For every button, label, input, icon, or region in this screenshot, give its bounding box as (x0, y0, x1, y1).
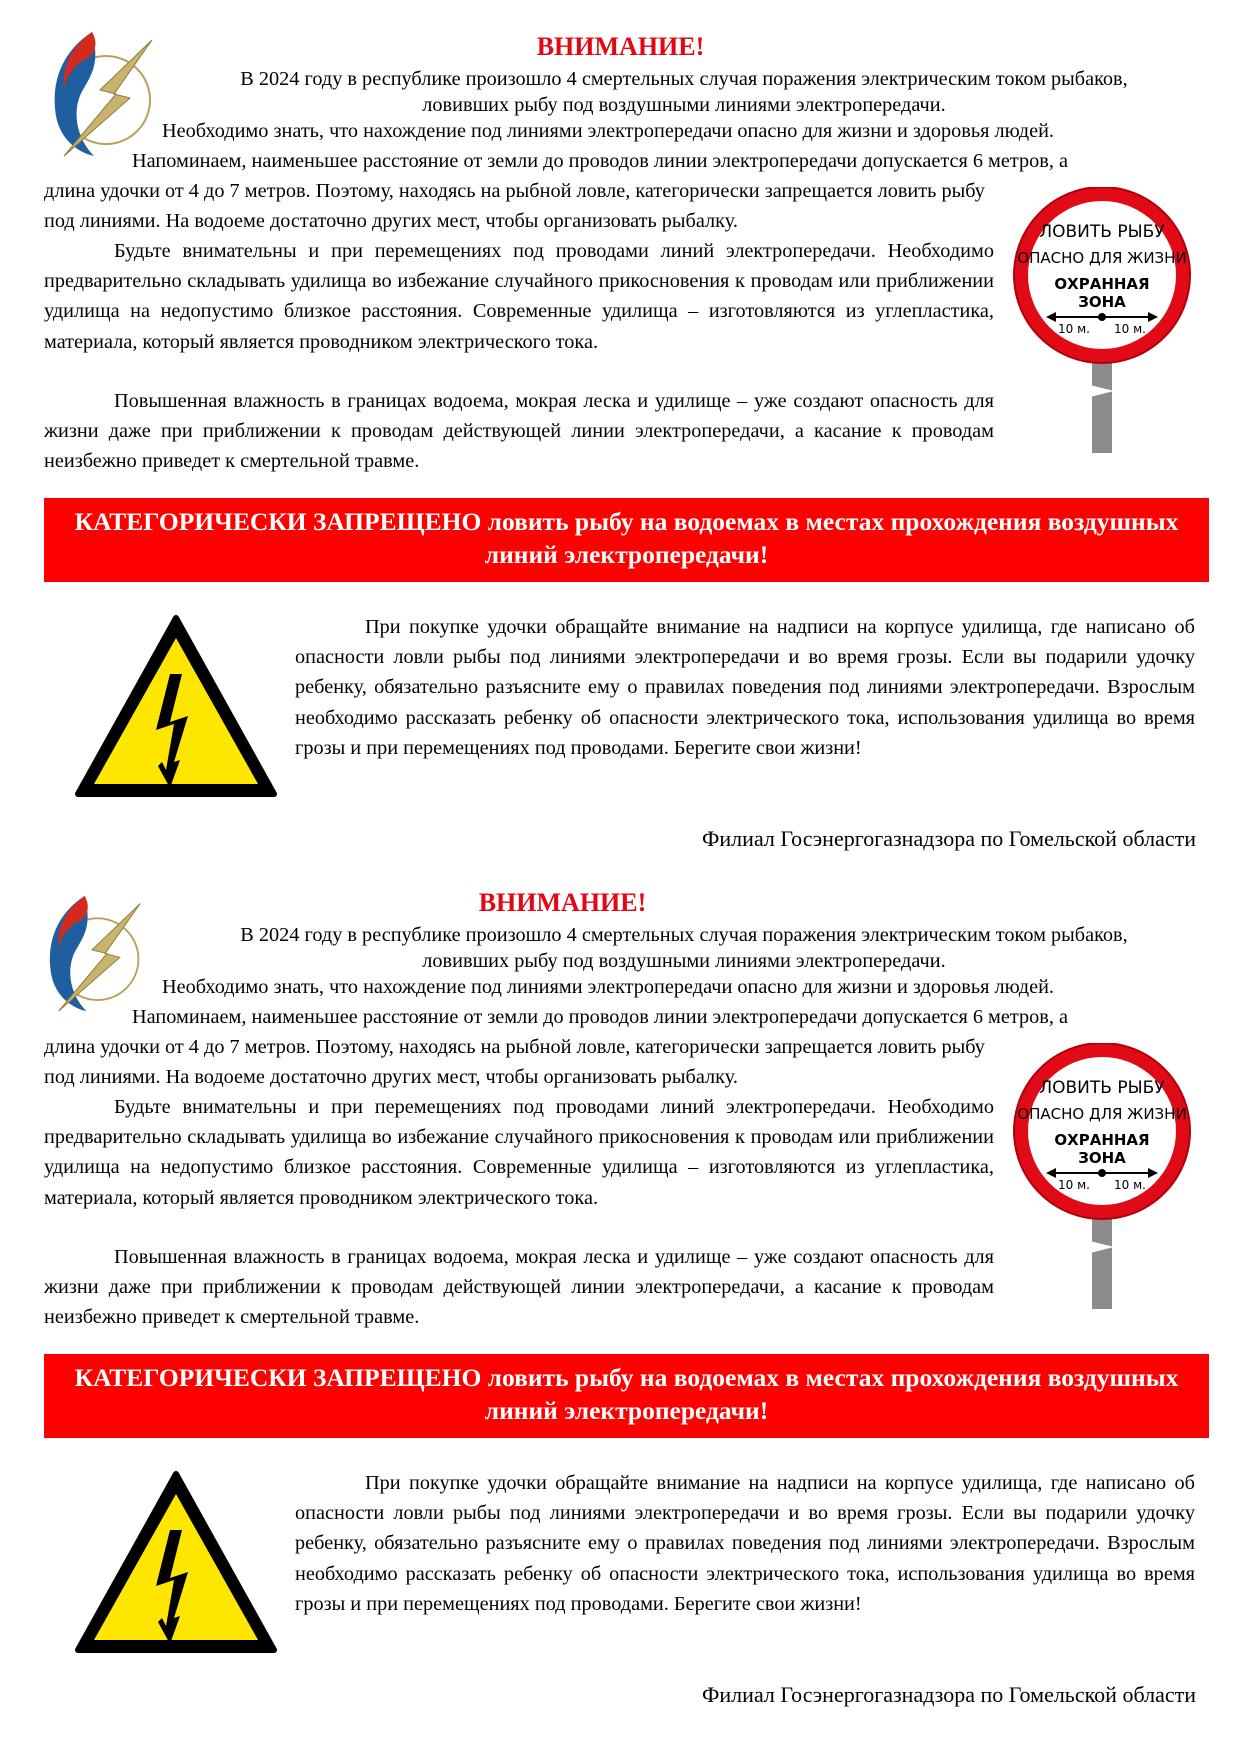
sign-line-2: ОПАСНО ДЛЯ ЖИЗНИ (1017, 1105, 1187, 1123)
careful-paragraph: Будьте внимательны и при перемещениях под проводами линий электропередачи. Необходимо предварительно складывать удилища во избежание случайного прикосновения к проводам или приближении удилища на недопустимо близкое расстояния. Современные удилища – изготовляются из углепластика, материала, который является проводником электрического тока. (44, 240, 994, 353)
footer-signature: Филиал Госэнергогазнадзора по Гомельской области (702, 826, 1196, 851)
intro-line-1: В 2024 году в республике произошло 4 смертельных случая поражения электрическим током рыбаков, (240, 68, 1128, 90)
careful-paragraph: Будьте внимательны и при перемещениях под проводами линий электропередачи. Необходимо предварительно складывать удилища во избежание случайного прикосновения к проводам или приближении удилища на недопустимо близкое расстояния. Современные удилища – изготовляются из углепластика, материала, который является проводником электрического тока. (44, 1096, 994, 1209)
humidity-paragraph: Повышенная влажность в границах водоема, мокрая леска и удилище – уже создают опасность для жизни даже при приближении к проводам действующей линии электропередачи, а касание к проводам неизбежно приведет к смертельной травме. (44, 390, 994, 473)
intro-line-3: Необходимо знать, что нахождение под линиями электропередачи опасно для жизни и здоровья людей. (162, 120, 1054, 142)
distance-first-line: Напоминаем, наименьшее расстояние от земли до проводов линии электропередачи допускается 6 метров, а (132, 150, 1068, 172)
high-voltage-warning-icon (74, 1468, 278, 1658)
sign-line-3: ОХРАННАЯ (1054, 275, 1150, 293)
sign-dist-left: 10 м. (1058, 1178, 1090, 1192)
prohibition-banner: КАТЕГОРИЧЕСКИ ЗАПРЕЩЕНО ловить рыбу на водоемах в местах прохождения воздушных линий электропередачи! (44, 1354, 1209, 1438)
notice-block-2 (0, 856, 1241, 1733)
sign-dist-right: 10 м. (1114, 1178, 1146, 1192)
sign-line-4: ЗОНА (1078, 1149, 1126, 1167)
purchase-paragraph: При покупке удочки обращайте внимание на надписи на корпусе удилища, где написано об опасности ловли рыбы под линиями электропередачи и во время грозы. Если вы подарили удочку ребенку, обязательно разъясните ему о правилах поведения под линиями электропередачи. Взрослым необходимо рассказать ребенку об опасности электрического тока, использования удилища во время грозы и при перемещениях под проводами. Берегите свои жизни! (295, 616, 1195, 759)
sign-line-1: ЛОВИТЬ РЫБУ (1039, 1078, 1165, 1098)
high-voltage-warning-icon (74, 612, 278, 802)
humidity-paragraph: Повышенная влажность в границах водоема, мокрая леска и удилище – уже создают опасность для жизни даже при приближении к проводам действующей линии электропередачи, а касание к проводам неизбежно приведет к смертельной травме. (44, 1246, 994, 1329)
distance-paragraph: длина удочки от 4 до 7 метров. Поэтому, находясь на рыбной ловле, категорически запрещается ловить рыбу под линиями. На водоеме достаточно других мест, чтобы организовать рыбалку. (44, 1036, 985, 1089)
sign-line-4: ЗОНА (1078, 293, 1126, 311)
sign-line-3: ОХРАННАЯ (1054, 1131, 1150, 1149)
intro-line-1: В 2024 году в республике произошло 4 смертельных случая поражения электрическим током рыбаков, (240, 924, 1128, 946)
footer-signature: Филиал Госэнергогазнадзора по Гомельской области (702, 1682, 1196, 1707)
notice-title: ВНИМАНИЕ! (536, 32, 705, 61)
distance-first-line: Напоминаем, наименьшее расстояние от земли до проводов линии электропередачи допускается 6 метров, а (132, 1006, 1068, 1028)
intro-line-3: Необходимо знать, что нахождение под линиями электропередачи опасно для жизни и здоровья людей. (162, 976, 1054, 998)
distance-paragraph: длина удочки от 4 до 7 метров. Поэтому, находясь на рыбной ловле, категорически запрещается ловить рыбу под линиями. На водоеме достаточно других мест, чтобы организовать рыбалку. (44, 180, 985, 233)
prohibition-banner: КАТЕГОРИЧЕСКИ ЗАПРЕЩЕНО ловить рыбу на водоемах в местах прохождения воздушных линий электропередачи! (44, 498, 1209, 582)
sign-dist-right: 10 м. (1114, 322, 1146, 336)
no-fishing-sign (1010, 1043, 1200, 1313)
no-fishing-sign (1010, 187, 1200, 457)
intro-line-2: ловивших рыбу под воздушными линиями электропередачи. (422, 950, 946, 972)
sign-line-2: ОПАСНО ДЛЯ ЖИЗНИ (1017, 249, 1187, 267)
purchase-paragraph: При покупке удочки обращайте внимание на надписи на корпусе удилища, где написано об опасности ловли рыбы под линиями электропередачи и во время грозы. Если вы подарили удочку ребенку, обязательно разъясните ему о правилах поведения под линиями электропередачи. Взрослым необходимо рассказать ребенку об опасности электрического тока, использования удилища во время грозы и при перемещениях под проводами. Берегите свои жизни! (295, 1472, 1195, 1615)
intro-line-2: ловивших рыбу под воздушными линиями электропередачи. (422, 94, 946, 116)
notice-title: ВНИМАНИЕ! (478, 888, 647, 917)
sign-line-1: ЛОВИТЬ РЫБУ (1039, 222, 1165, 242)
sign-dist-left: 10 м. (1058, 322, 1090, 336)
